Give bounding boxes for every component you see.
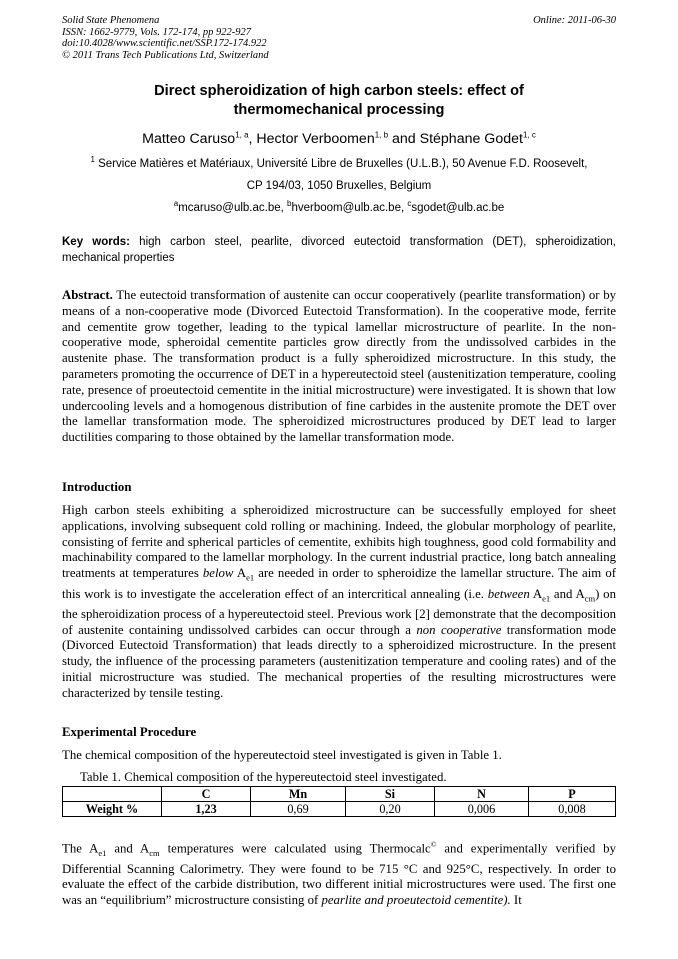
email-c-marker: c [407, 199, 412, 209]
journal-copyright: © 2011 Trans Tech Publications Ltd, Switzerland [62, 49, 269, 61]
intro-text-1: High carbon steels exhibiting a spheroidized microstructure can be successfully employed for sheet applications, involving subsequent cold rolling or machining. Indeed, the globular morphology of pearlite, consisting of ferrite and spherical particles of cementite, exhibits high toughness, good cold formability and machinability compared to the lamellar morphology. In the current industrial practice, long batch annealing treatments at temperatures [62, 503, 616, 581]
post-text-1: The A [62, 841, 99, 856]
abstract-text: The eutectoid transformation of austenite can occur cooperatively (pearlite transformation) or by means of a non-cooperative mode (Divorced Eutectoid Transformation). In the cooperative mode, ferrite and cementite grow together, leading to the typical lamellar microstructure of pearlite. In the non-cooperative mode, spheroidal cementite particles grow directly from the undissolved carbides in the austenite phase. The transformation product is a fully spheroidized microstructure. In this study, the parameters promoting the occurrence of DET in a hypereutectoid steel (austenitization temperature, cooling rate, presence of proeutectoid cementite in the initial microstructure) were investigated. It is shown that low undercooling levels and a homogenous distribution of fine carbides in the austenite promote the DET over the lamellar transformation mode. The spheroidized microstructures produced by DET lead to larger ductilities comparing to those obtained by the lamellar transformation mode. [62, 288, 616, 445]
journal-name: Solid State Phenomena [62, 15, 160, 26]
table-header-cell [63, 787, 162, 802]
table-header-cell: C [162, 787, 251, 802]
author-list [62, 130, 616, 148]
affiliation [62, 153, 616, 197]
journal-doi: doi:10.4028/www.scientific.net/SSP.172-174.922 [62, 38, 267, 50]
table-header-cell: Mn [251, 787, 346, 802]
post-text-4: and experimentally verified by Differential Scanning Calorimetry. They were found to be 715 °C and 925°C, respectively. In order to evaluate the effect of the carbide distribution, two different initial microstructures were used. The first one was an “equilibrium” microstructure consisting of [62, 841, 616, 908]
intro-italic-between: between [487, 586, 530, 601]
email-a-marker: a [173, 199, 179, 209]
journal-header [62, 15, 269, 61]
author-1-affil: 1, a [235, 130, 249, 140]
post-text-2: and A [106, 841, 150, 856]
post-sub-cm: cm [149, 847, 160, 858]
email-b-marker: b [287, 199, 292, 209]
email-a[interactable]: mcaruso@ulb.ac.be, [178, 202, 288, 214]
keywords [62, 234, 616, 266]
intro-text-4: A [529, 586, 543, 601]
keywords-text: high carbon steel, pearlite, divorced eutectoid transformation (DET), spheroidization, mechanical properties [62, 236, 616, 264]
author-1: Matteo Caruso [142, 131, 236, 147]
title-line-1: Direct spheroidization of high carbon steels: effect of [154, 83, 524, 99]
author-2-affil: 1, b [374, 130, 389, 140]
intro-text-5: and A [550, 586, 585, 601]
post-text-5: It [510, 893, 522, 908]
affiliation-line-1: Service Matières et Matériaux, Université Libre de Bruxelles (U.L.B.), 50 Avenue F.D. Roosevelt, [94, 158, 588, 170]
journal-issn: ISSN: 1662-9779, Vols. 172-174, pp 922-927 [62, 26, 251, 38]
title-line-2: thermomechanical processing [233, 102, 445, 118]
table-cell: 0,20 [346, 802, 435, 817]
table-cell: 0,006 [435, 802, 529, 817]
table-header-cell: Si [346, 787, 435, 802]
table-row-label: Weight % [63, 802, 162, 817]
author-3-affil: 1, c [522, 130, 536, 140]
affiliation-line-2: CP 194/03, 1050 Bruxelles, Belgium [246, 180, 432, 192]
experimental-heading: Experimental Procedure [62, 725, 197, 739]
post-text-3: temperatures were calculated using Thermocalc [159, 841, 431, 856]
affiliation-number: 1 [90, 155, 95, 165]
copyright-symbol: © [430, 840, 437, 849]
intro-text-3: are needed in order to spheroidize the lamellar structure. The aim of this work is to investigate the acceleration effect of an intercritical annealing (i.e. [62, 566, 616, 601]
paper-title [62, 82, 616, 120]
experimental-paragraph: The chemical composition of the hypereutectoid steel investigated is given in Table 1. [62, 748, 502, 762]
intro-sub-cm: cm [584, 593, 596, 604]
intro-italic-below: below [202, 566, 234, 581]
author-3: and Stéphane Godet [388, 131, 523, 147]
table-header-cell: P [529, 787, 616, 802]
table-cell: 0,69 [251, 802, 346, 817]
table-header-row [63, 787, 616, 802]
post-sub-e1: e1 [98, 847, 107, 858]
intro-text-7: transformation mode (Divorced Eutectoid Transformation) that leads directly to a spheroidized microstructure. In the present study, the influence of the processing parameters (austenitization temperature and cooling rates) and of the initial microstructure was studied. The mechanical properties of the resulting microstructures were characterized by tensile testing. [62, 622, 616, 700]
post-table-paragraph [62, 837, 616, 909]
intro-sub-e1-b: e1 [542, 593, 551, 604]
online-date: Online: 2011-06-30 [533, 15, 616, 26]
table-cell: 1,23 [162, 802, 251, 817]
intro-sub-e1-a: e1 [246, 572, 255, 583]
keywords-label: Key words: [62, 236, 130, 248]
intro-text-6: ) on the spheroidization process of a hypereutectoid steel. Previous work [2] demonstrate that the decomposition of austenite containing undissolved carbides can occur through a [62, 586, 616, 637]
table-header-cell: N [435, 787, 529, 802]
email-c[interactable]: sgodet@ulb.ac.be [411, 202, 505, 214]
email-list [62, 200, 616, 216]
intro-text-2: A [233, 566, 247, 581]
table-cell: 0,008 [529, 802, 616, 817]
post-italic: pearlite and proeutectoid cementite). [321, 893, 511, 908]
table-row [63, 802, 616, 817]
abstract-label: Abstract. [62, 288, 113, 302]
abstract [62, 288, 616, 446]
table-caption: Table 1. Chemical composition of the hypereutectoid steel investigated. [80, 770, 447, 784]
email-b[interactable]: hverboom@ulb.ac.be, [291, 202, 408, 214]
author-2: , Hector Verboomen [248, 131, 375, 147]
intro-heading: Introduction [62, 480, 132, 494]
intro-paragraph [62, 503, 616, 702]
intro-italic-noncoop: non cooperative [416, 622, 502, 637]
composition-table [62, 786, 616, 817]
